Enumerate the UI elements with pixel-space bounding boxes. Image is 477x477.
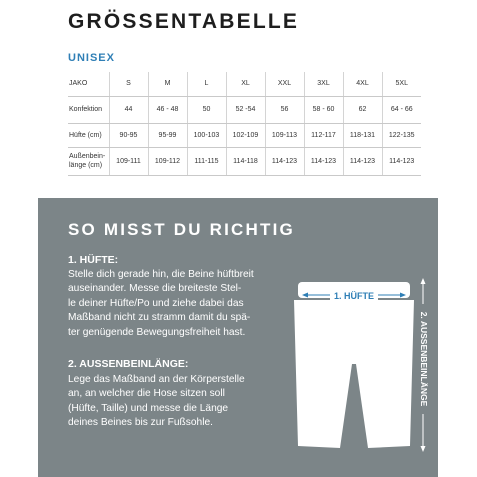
table-cell: 122-135 — [382, 123, 421, 147]
text-line: Stelle dich gerade hin, die Beine hüftbreit — [68, 269, 254, 280]
table-cell: 114-118 — [226, 147, 265, 175]
table-cell: 64 - 66 — [382, 96, 421, 123]
section-heading-hip: 1. HÜFTE: — [68, 254, 119, 266]
guide-title: SO MISST DU RICHTIG — [68, 220, 295, 239]
row-label-line: länge (cm) — [69, 162, 103, 169]
table-cell: 109-111 — [109, 147, 148, 175]
table-cell: 44 — [109, 96, 148, 123]
table-cell: 50 — [187, 96, 226, 123]
table-cell: 90-95 — [109, 123, 148, 147]
row-label: Konfektion — [68, 96, 109, 123]
table-subtitle: UNISEX — [68, 52, 115, 64]
table-cell: 118-131 — [343, 123, 382, 147]
section-heading-length: 2. AUSSENBEINLÄNGE: — [68, 358, 189, 370]
table-cell: 111-115 — [187, 147, 226, 175]
size-header: M — [148, 72, 187, 96]
size-header: 4XL — [343, 72, 382, 96]
page-title: GRÖSSENTABELLE — [68, 10, 300, 33]
table-cell: 62 — [343, 96, 382, 123]
section-text-hip — [68, 268, 283, 340]
table-corner-label: JAKO — [68, 72, 109, 96]
size-header: S — [109, 72, 148, 96]
size-header: L — [187, 72, 226, 96]
table-row — [68, 96, 421, 123]
text-line: Maßband nicht zu stramm damit du spä- — [68, 312, 251, 324]
row-label-line: Außenbein- — [69, 153, 106, 160]
table-cell: 109-112 — [148, 147, 187, 175]
table-cell: 56 — [265, 96, 304, 123]
table-cell: 58 - 60 — [304, 96, 343, 123]
size-table — [68, 72, 421, 176]
table-row — [68, 147, 421, 175]
length-label: 2. AUSSENBEINLÄNGE — [418, 311, 429, 407]
table-cell: 114-123 — [382, 147, 421, 175]
table-cell: 114-123 — [304, 147, 343, 175]
shorts-icon — [278, 268, 438, 458]
section-text-length — [68, 373, 283, 431]
table-cell: 95-99 — [148, 123, 187, 147]
table-cell: 46 - 48 — [148, 96, 187, 123]
size-header: XXL — [265, 72, 304, 96]
length-arrow-top — [421, 278, 426, 284]
row-label: Hüfte (cm) — [68, 123, 109, 147]
text-line: (Hüfte, Taille) und messe die Länge — [68, 402, 229, 414]
text-line: le deiner Hüfte/Po und ziehe dabei das — [68, 297, 244, 309]
length-arrow-bottom — [421, 446, 426, 452]
table-row — [68, 123, 421, 147]
row-label — [68, 147, 109, 175]
table-cell: 100-103 — [187, 123, 226, 147]
hip-label: 1. HÜFTE — [333, 291, 375, 301]
size-header: 5XL — [382, 72, 421, 96]
size-header: 3XL — [304, 72, 343, 96]
size-header: XL — [226, 72, 265, 96]
table-cell: 102-109 — [226, 123, 265, 147]
text-line: an, an welcher die Hose sitzen soll — [68, 388, 225, 400]
text-line: auseinander. Messe die breiteste Stel- — [68, 283, 242, 295]
table-cell: 52 -54 — [226, 96, 265, 123]
text-line: deines Beines bis zur Fußsohle. — [68, 417, 213, 429]
table-cell: 112-117 — [304, 123, 343, 147]
measurement-guide-panel — [38, 198, 438, 477]
table-cell: 114-123 — [343, 147, 382, 175]
text-line: Lege das Maßband an der Körperstelle — [68, 374, 245, 385]
table-cell: 114-123 — [265, 147, 304, 175]
table-cell: 109-113 — [265, 123, 304, 147]
shorts-illustration — [278, 268, 438, 458]
shorts-body-shape — [294, 300, 414, 448]
text-line: ter genügende Bewegungsfreiheit hast. — [68, 326, 246, 338]
table-header-row — [68, 72, 421, 96]
